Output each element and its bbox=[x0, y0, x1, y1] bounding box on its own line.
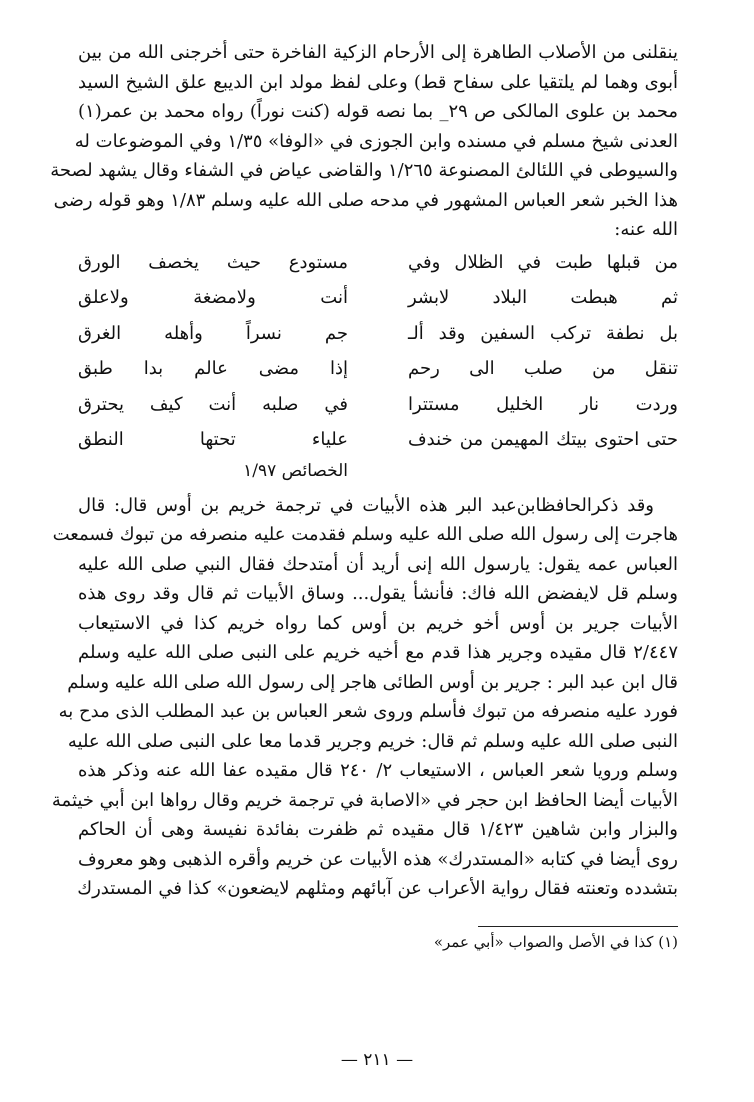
poem-source: الخصائص ١/٩٧ bbox=[243, 460, 348, 481]
body-line: الأبيات جرير بن أوس أخو خريم بن أوس كما رواه خريم كذا في الاستيعاب bbox=[78, 612, 678, 634]
poem-verse-first: حتى احتوى بيتك المهيمن من خندف bbox=[408, 429, 678, 450]
poem-verse-second: جم نسراً وأهله الغرق bbox=[78, 322, 348, 344]
footnote: (١) كذا في الأصل والصواب «أبي عمر» bbox=[433, 932, 678, 951]
body-line: النبى صلى الله عليه وسلم ثم قال: خريم وجرير قدما معا على النبى صلى الله عليه bbox=[67, 730, 678, 752]
body-line: وسلم قل لايفضض الله فاك: فأنشأ يقول... وساق الأبيات ثم قال وقد روى هذه bbox=[78, 583, 678, 604]
body-line: والبزار وابن شاهين ١/٤٢٣ قال مقيده ثم ظفرت بفائدة نفيسة وهى أن الحاكم bbox=[78, 819, 678, 840]
poem-verse-first: وردت نار الخليل مستترا bbox=[408, 393, 678, 415]
poem-verse-second: أنت ولامضغة ولاعلق bbox=[78, 287, 348, 308]
poem bbox=[78, 245, 678, 457]
page-number: — ٢١١ — bbox=[340, 1050, 414, 1070]
poem-verse-second: في صلبه أنت كيف يحترق bbox=[78, 393, 348, 415]
poem-verse-first: ثم هبطت البلاد لابشر bbox=[408, 287, 678, 308]
intro-paragraph bbox=[50, 38, 679, 245]
body-line: فورد عليه منصرفه من تبوك فأسلم وروى شعر العباس بن عبد المطلب الذى مدح به bbox=[58, 701, 678, 722]
body-line: هاجرت إلى رسول الله صلى الله عليه وسلم فقدمت عليه منصرفه من تبوك فسمعت bbox=[52, 524, 678, 545]
poem-verse-first: من قبلها طبت في الظلال وفي bbox=[408, 251, 678, 273]
poem-verse-second: مستودع حيث يخصف الورق bbox=[78, 251, 348, 273]
body-line: الأبيات أيضا الحافظ ابن حجر في «الاصابة في ترجمة خريم وقال رواها ابن أبي خيثمة bbox=[51, 789, 678, 811]
intro-line: الله عنه: bbox=[614, 219, 678, 240]
body-line: وقد ذكرالحافظابن‌عبد البر هذه الأبيات في ترجمة خريم بن أوس قال: قال bbox=[78, 494, 654, 516]
intro-line: العدنى شيخ مسلم في مسنده وابن الجوزى في «الوفا» ١/٣٥ وفي الموضوعات له bbox=[74, 130, 678, 152]
body-line: ٢/٤٤٧ قال مقيده وجرير هذا قدم مع أخيه خريم على النبى صلى الله عليه وسلم bbox=[78, 642, 678, 663]
body-line: العباس عمه يقول: يارسول الله إنى أريد أن أمتدحك فقال النبي صلى الله عليه bbox=[78, 553, 678, 575]
intro-line: والسيوطى في اللئالئ المصنوعة ١/٢٦٥ والقاضى عياض في الشفاء وقال يشهد لصحة bbox=[50, 160, 678, 181]
body-paragraph bbox=[51, 491, 678, 904]
poem-verse-first: تنقل من صلب الى رحم bbox=[408, 358, 678, 379]
body-line: بتشدده وتعنته فقال رواية الأعراب عن آبائهم ومثلهم لايضعون» كذا في المستدرك bbox=[77, 878, 678, 899]
intro-line: محمد بن علوى المالكى ص ٢٩_ بما نصه قوله (كنت نوراً) رواه محمد بن عمر(١) bbox=[78, 101, 679, 122]
intro-line: أبوى وهما لم يلتقيا على سفاح قط) وعلى لفظ مولد ابن الديبع علق الشيخ السيد bbox=[78, 71, 678, 93]
page-content bbox=[50, 38, 679, 955]
footnote-divider bbox=[478, 926, 678, 927]
poem-verse-second: علياء تحتها النطق bbox=[78, 429, 348, 450]
body-line: وسلم ورويا شعر العباس ، الاستيعاب ٢/ ٢٤٠ قال مقيده عفا الله عنه وذكر هذه bbox=[78, 760, 678, 781]
intro-line: هذا الخبر شعر العباس المشهور في مدحه صلى الله عليه وسلم ١/٨٣ وهو قوله رضى bbox=[53, 189, 678, 211]
poem-verse-first: بل نطفة تركب السفين وقد ألـ bbox=[408, 322, 678, 344]
poem-second-hemistichs bbox=[78, 245, 348, 458]
poem-verse-second: إذا مضى عالم بدا طبق bbox=[78, 358, 348, 379]
poem-first-hemistichs bbox=[408, 245, 678, 458]
body-line: روى أيضا في كتابه «المستدرك» هذه الأبيات عن خريم وأقره الذهبى وهو معروف bbox=[78, 848, 678, 870]
body-line: قال ابن عبد البر : جرير بن أوس الطائى هاجر إلى رسول الله صلى الله عليه وسلم bbox=[67, 671, 678, 693]
intro-line: ينقلنى من الأصلاب الطاهرة إلى الأرحام الزكية الفاخرة حتى أخرجنى الله من بين bbox=[78, 42, 678, 63]
